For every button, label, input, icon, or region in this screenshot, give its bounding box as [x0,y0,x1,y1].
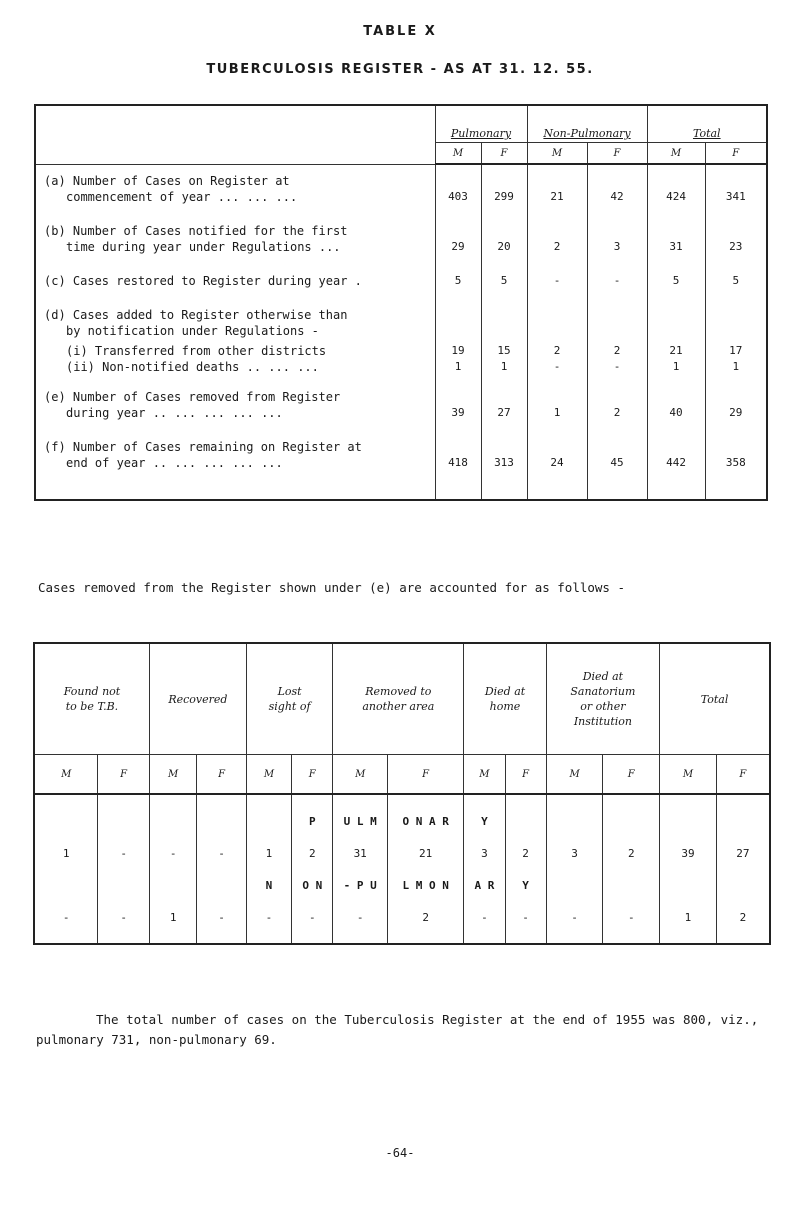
table-row [35,425,767,500]
cell-value: 2 [505,837,546,869]
cell-value [527,293,587,343]
cell-value: 29 [705,375,767,425]
banner-cell [34,805,98,837]
cell-value: 2 [388,901,464,933]
row-label [35,293,435,343]
banner-row [34,869,770,901]
removal-column-header [464,643,546,755]
banner-cell [149,805,196,837]
removal-column-header [660,643,770,755]
cell-value: 31 [333,837,388,869]
sex-header: F [197,755,246,795]
banner-cell [716,869,770,901]
cell-value: 45 [587,425,647,500]
cell-value: 2 [292,837,333,869]
table-row [35,259,767,293]
table-row [35,359,767,375]
banner-cell [246,805,291,837]
row-label [35,375,435,425]
row-label-line: by notification under Regulations - [66,323,319,338]
spacer-cell [197,933,246,944]
header-line: Sanatorium [570,685,636,698]
banner-cell [546,869,603,901]
cell-value: - [197,901,246,933]
group-header: Non-Pulmonary [527,105,647,143]
removal-column-header [546,643,659,755]
banner-cell [716,805,770,837]
spacer-cell [464,933,505,944]
cell-value: 2 [527,343,587,359]
spacer-row [34,933,770,944]
removal-sex-header-row [34,755,770,795]
spacer-cell [660,933,717,944]
sex-header: F [716,755,770,795]
row-label [35,425,435,500]
table-row [35,343,767,359]
cell-value: 31 [647,209,705,259]
cell-value: 5 [481,259,527,293]
banner-cell [149,869,196,901]
removal-column-header [34,643,149,755]
cell-value: - [292,901,333,933]
banner-cell [34,869,98,901]
cell-value: 403 [435,164,481,209]
cell-value: - [98,901,150,933]
row-label-line: (c) Cases restored to Register during year . [44,273,362,288]
cell-value: - [546,901,603,933]
cell-value: 2 [527,209,587,259]
banner-cell: O N [292,869,333,901]
group-header: Total [647,105,767,143]
spacer-cell [34,794,98,805]
cell-value: 2 [587,343,647,359]
cell-value: 27 [716,837,770,869]
row-label-line: (f) Number of Cases remaining on Register at [44,439,362,454]
cell-value: 1 [481,359,527,375]
cell-value: 24 [527,425,587,500]
cell-value: 21 [527,164,587,209]
banner-cell [98,805,150,837]
spacer-cell [34,933,98,944]
header-line: or other [580,700,626,713]
sex-header: F [292,755,333,795]
cell-value [647,293,705,343]
page-number: -64- [385,1146,415,1160]
header-line: Found not [63,685,121,698]
header-line: to be T.B. [65,700,119,713]
sex-header: F [98,755,150,795]
sex-header: F [603,755,660,795]
spacer-cell [388,933,464,944]
spacer-cell [603,794,660,805]
banner-cell [197,805,246,837]
cell-value: - [587,359,647,375]
cell-value: - [98,837,150,869]
row-label [35,164,435,209]
sex-header: M [660,755,717,795]
cell-value: 1 [527,375,587,425]
register-group-header-row [35,105,767,143]
header-line: Recovered [168,692,228,706]
cell-value: 2 [716,901,770,933]
banner-cell [603,869,660,901]
spacer-cell [716,794,770,805]
cell-value: 1 [435,359,481,375]
spacer-cell [464,794,505,805]
row-label-line: (d) Cases added to Register otherwise than [44,307,348,322]
spacer-row [34,794,770,805]
cell-value: 17 [705,343,767,359]
cell-value: - [34,901,98,933]
banner-cell: P [292,805,333,837]
cell-value: - [603,901,660,933]
cell-value: 313 [481,425,527,500]
cell-value: 39 [435,375,481,425]
banner-cell [603,805,660,837]
cell-value: - [587,259,647,293]
sex-header: M [647,143,705,165]
sex-header: M [464,755,505,795]
row-label-line: end of year .. ... ... ... ... [66,455,283,470]
spacer-cell [98,794,150,805]
banner-cell: N [246,869,291,901]
cell-value: 19 [435,343,481,359]
cell-value: 358 [705,425,767,500]
summary-text: The total number of cases on the Tuberculosis Register at the end of 1955 was 800, viz., pulmonary 731, non-pulmonary 69. [36,1012,759,1047]
row-label-line: commencement of year ... ... ... [66,189,298,204]
removal-column-header [149,643,246,755]
spacer-cell [660,794,717,805]
row-label-line: (e) Number of Cases removed from Register [44,389,341,404]
cell-value: - [246,901,291,933]
banner-cell: - P U [333,869,388,901]
sex-header: M [34,755,98,795]
row-label [35,343,435,359]
cell-value: 418 [435,425,481,500]
spacer-cell [505,794,546,805]
cell-value: - [505,901,546,933]
spacer-cell [246,933,291,944]
table-row [35,164,767,209]
sex-header: F [388,755,464,795]
removal-column-header [333,643,464,755]
spacer-cell [388,794,464,805]
sex-header: M [149,755,196,795]
spacer-cell [546,794,603,805]
spacer-cell [292,933,333,944]
sex-header: F [587,143,647,165]
cell-value: 1 [149,901,196,933]
cell-value: 1 [647,359,705,375]
banner-cell: U L M [333,805,388,837]
spacer-cell [546,933,603,944]
cell-value [435,293,481,343]
spacer-cell [505,933,546,944]
spacer-cell [246,794,291,805]
cell-value: - [464,901,505,933]
banner-cell [98,869,150,901]
group-header: Pulmonary [435,105,527,143]
sex-header: F [505,755,546,795]
table-row [34,837,770,869]
cell-value: 3 [587,209,647,259]
cell-value: - [149,837,196,869]
cell-value: - [197,837,246,869]
header-line: Lost [277,685,302,698]
header-line: home [489,700,521,713]
table-row [35,293,767,343]
banner-cell [660,805,717,837]
cell-value: 21 [647,343,705,359]
spacer-cell [603,933,660,944]
row-label-line: (b) Number of Cases notified for the first [44,223,348,238]
banner-cell: O N A R [388,805,464,837]
spacer-cell [149,933,196,944]
cell-value: 5 [647,259,705,293]
register-table [34,104,768,501]
cell-value: 2 [587,375,647,425]
cell-value [705,293,767,343]
sex-header: M [246,755,291,795]
row-label [35,259,435,293]
cell-value: 3 [464,837,505,869]
register-label-header [35,105,435,164]
cell-value: 1 [246,837,291,869]
sex-header: M [333,755,388,795]
cell-value: 1 [660,901,717,933]
row-label-line: (a) Number of Cases on Register at [44,173,290,188]
cell-value: 5 [435,259,481,293]
cell-value: - [527,359,587,375]
cell-value: 40 [647,375,705,425]
page-subtitle: TUBERCULOSIS REGISTER - AS AT 31. 12. 55. [206,62,594,77]
sex-header: M [435,143,481,165]
banner-cell [197,869,246,901]
header-line: Removed to [365,685,432,698]
cell-value: 23 [705,209,767,259]
header-line: Total [700,692,729,706]
cell-value: 2 [603,837,660,869]
banner-cell [505,805,546,837]
removal-table [33,642,771,945]
spacer-cell [197,794,246,805]
row-label-line: time during year under Regulations ... [66,239,341,254]
banner-cell: Y [505,869,546,901]
removal-note: Cases removed from the Register shown under (e) are accounted for as follows - [38,580,625,595]
cell-value: 424 [647,164,705,209]
cell-value: 20 [481,209,527,259]
cell-value: 29 [435,209,481,259]
spacer-cell [98,933,150,944]
cell-value: - [333,901,388,933]
row-label-line: during year .. ... ... ... ... [66,405,283,420]
header-line: Died at [484,685,526,698]
table-row [35,209,767,259]
spacer-cell [149,794,196,805]
table-row [34,901,770,933]
row-label-line: (i) Transferred from other districts [66,343,327,358]
cell-value: 3 [546,837,603,869]
row-label [35,209,435,259]
removal-column-header [246,643,333,755]
cell-value: 1 [705,359,767,375]
table-row [35,375,767,425]
cell-value: 442 [647,425,705,500]
banner-cell [546,805,603,837]
header-line: another area [362,700,435,713]
banner-row [34,805,770,837]
cell-value: 299 [481,164,527,209]
spacer-cell [292,794,333,805]
cell-value: 15 [481,343,527,359]
banner-cell [660,869,717,901]
row-label-line: (ii) Non-notified deaths .. ... ... [66,359,319,374]
page-title: TABLE X [363,24,437,39]
banner-cell: L M O N [388,869,464,901]
cell-value: 21 [388,837,464,869]
sex-header: M [527,143,587,165]
cell-value [481,293,527,343]
cell-value: 5 [705,259,767,293]
cell-value: 42 [587,164,647,209]
banner-cell: Y [464,805,505,837]
cell-value [587,293,647,343]
spacer-cell [333,933,388,944]
cell-value: 1 [34,837,98,869]
cell-value: 27 [481,375,527,425]
header-line: sight of [268,700,311,713]
spacer-cell [333,794,388,805]
sex-header: M [546,755,603,795]
cell-value: 39 [660,837,717,869]
sex-header: F [705,143,767,165]
header-line: Died at [582,670,624,683]
cell-value: - [527,259,587,293]
banner-cell: A R [464,869,505,901]
removal-header-row [34,643,770,755]
row-label [35,359,435,375]
spacer-cell [716,933,770,944]
sex-header: F [481,143,527,165]
cell-value: 341 [705,164,767,209]
header-line: Institution [573,715,632,728]
